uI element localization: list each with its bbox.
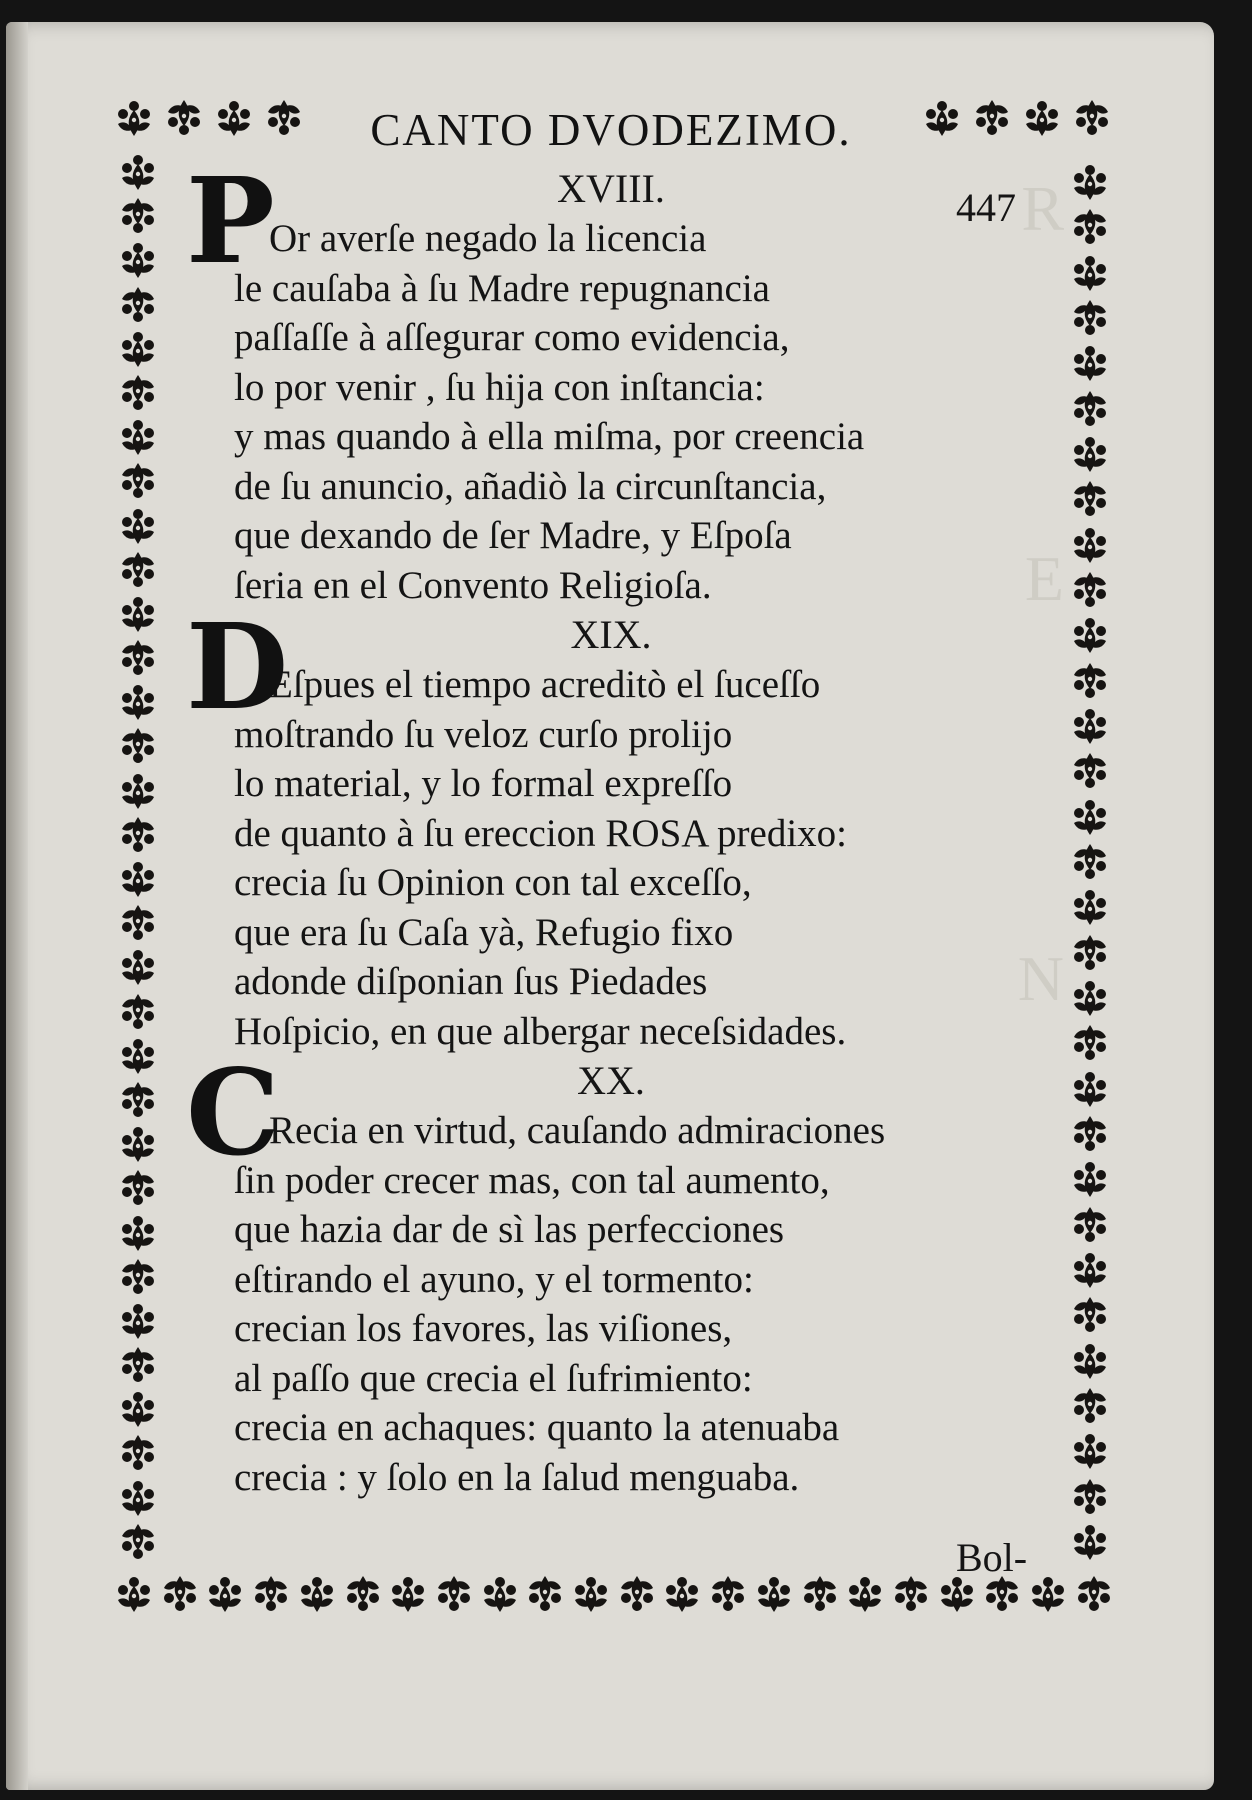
stanza [186,151,1036,610]
fleuron-icon [118,1478,158,1518]
verse-line: adonde diſponian ſus Piedades [234,960,708,1003]
fleuron-icon [118,240,158,280]
fleuron-icon [118,152,158,192]
fleuron-icon [118,815,158,855]
fleuron-icon [1070,253,1110,293]
fleuron-icon [525,1574,565,1614]
fleuron-icon [1070,389,1110,429]
fleuron-icon [1028,1574,1068,1614]
verse-line: que dexando de ſer Madre, y Eſpoſa [234,514,792,557]
book-page [6,22,1214,1790]
show-through-text: R [1021,173,1064,244]
fleuron-icon [1070,343,1110,383]
fleuron-icon [118,638,158,678]
fleuron-icon [1070,434,1110,474]
fleuron-icon [118,903,158,943]
drop-cap: P [186,151,275,290]
fleuron-icon [297,1574,337,1614]
fleuron-icon [1070,797,1110,837]
verse-line: al paſſo que crecia el ſufrimiento: [234,1356,753,1400]
fleuron-icon [343,1574,383,1614]
fleuron-icon [114,98,154,138]
verse-line: Eſpues el tiempo acreditò el ſuceſſo [269,663,821,706]
fleuron-icon [118,1036,158,1076]
fleuron-icon [1070,1205,1110,1245]
fleuron-icon [708,1574,748,1614]
fleuron-icon [845,1574,885,1614]
verse-line: crecia en achaques: quanto la atenuaba [234,1406,840,1449]
fleuron-icon [118,373,158,413]
fleuron-icon [434,1574,474,1614]
stanza-number: XIX. [570,612,652,657]
verse-line: crecian los favores, las viſiones, [234,1307,733,1350]
fleuron-icon [1070,1114,1110,1154]
ornament-border-left [114,152,162,1562]
verse-line: ſin poder crecer mas, con tal aumento, [234,1158,830,1202]
fleuron-icon [118,1168,158,1208]
text-block [186,104,1036,1502]
fleuron-icon [118,506,158,546]
fleuron-icon [1070,207,1110,247]
fleuron-icon [1070,933,1110,973]
fleuron-icon [160,1574,200,1614]
fleuron-icon [1070,570,1110,610]
page-number: 447 [956,185,1016,230]
drop-cap: D [186,597,289,736]
fleuron-icon [1070,1341,1110,1381]
verse-line: lo material, y lo formal expreſſo [234,762,733,805]
fleuron-icon [114,1574,154,1614]
verse-line: Hoſpicio, en que albergar neceſsidades. [234,1009,847,1053]
fleuron-icon [118,992,158,1032]
fleuron-icon [118,461,158,501]
verse-line: moſtrando ſu veloz curſo prolijo [234,712,733,756]
fleuron-icon [118,771,158,811]
stanza [186,1043,1036,1502]
fleuron-icon [118,1522,158,1562]
fleuron-icon [118,1257,158,1297]
verse-line: crecia : y ſolo en la ſalud menguaba. [234,1455,800,1499]
ornament-border-right [1066,162,1114,1562]
fleuron-icon [118,285,158,325]
stanza-number: XVIII. [557,166,665,211]
verse-line: que era ſu Caſa yà, Refugio fixo [234,910,734,954]
stanza-list [186,151,1036,1502]
fleuron-icon [118,329,158,369]
fleuron-icon [118,550,158,590]
drop-cap: C [186,1043,280,1182]
fleuron-icon [118,947,158,987]
fleuron-icon [1070,1159,1110,1199]
fleuron-icon [891,1574,931,1614]
fleuron-icon [1070,298,1110,338]
stanza [186,597,1036,1056]
fleuron-icon [1070,162,1110,202]
fleuron-icon [1070,1386,1110,1426]
fleuron-icon [118,594,158,634]
fleuron-icon [118,1389,158,1429]
fleuron-icon [571,1574,611,1614]
fleuron-icon [1070,706,1110,746]
fleuron-icon [1070,1431,1110,1471]
fleuron-icon [205,1574,245,1614]
fleuron-icon [1070,842,1110,882]
fleuron-icon [118,417,158,457]
fleuron-icon [251,1574,291,1614]
fleuron-icon [480,1574,520,1614]
fleuron-icon [1070,661,1110,701]
fleuron-icon [118,1345,158,1385]
fleuron-icon [1070,1295,1110,1335]
fleuron-icon [118,1433,158,1473]
fleuron-icon [800,1574,840,1614]
fleuron-icon [1070,1023,1110,1063]
fleuron-icon [1070,751,1110,791]
fleuron-icon [1070,1250,1110,1290]
fleuron-icon [1070,1069,1110,1109]
fleuron-icon [1070,887,1110,927]
fleuron-icon [118,1124,158,1164]
fleuron-icon [118,1080,158,1120]
verse-line: lo por venir , ſu hija con inſtancia: [234,365,765,409]
fleuron-icon [1070,525,1110,565]
fleuron-icon [118,196,158,236]
fleuron-icon [1070,615,1110,655]
fleuron-icon [617,1574,657,1614]
catchword: Bol- [956,1535,1028,1580]
verse-line: Or averſe negado la licencia [269,217,707,260]
verse-line: de ſu anuncio, añadiò la circunſtancia, [234,464,827,508]
fleuron-icon [1072,98,1112,138]
fleuron-icon [1070,1522,1110,1562]
fleuron-icon [662,1574,702,1614]
verse-line: paſſaſſe à aſſegurar como evidencia, [234,316,790,359]
stanza-number: XX. [577,1058,645,1103]
fleuron-icon [388,1574,428,1614]
running-header: CANTO DVODEZIMO. [370,105,852,155]
verse-line: y mas quando à ella miſma, por creencia [234,415,865,458]
fleuron-icon [1070,1477,1110,1517]
show-through-text: N [1017,943,1064,1014]
verse-line: ſeria en el Convento Religioſa. [234,563,712,607]
verse-line: crecia ſu Opinion con tal exceſſo, [234,861,752,904]
fleuron-icon [754,1574,794,1614]
fleuron-icon [1070,978,1110,1018]
verse-line: Recia en virtud, cauſando admiraciones [269,1109,886,1152]
fleuron-icon [118,726,158,766]
fleuron-icon [1070,479,1110,519]
verse-line: eſtirando el ayuno, y el tormento: [234,1257,754,1301]
verse-line: le cauſaba à ſu Madre repugnancia [234,266,770,310]
fleuron-icon [118,859,158,899]
fleuron-icon [118,1301,158,1341]
fleuron-icon [118,1213,158,1253]
fleuron-icon [1074,1574,1114,1614]
verse-line: que hazia dar de sì las perfecciones [234,1208,785,1251]
fleuron-icon [118,682,158,722]
show-through-text: E [1024,543,1064,614]
verse-line: de quanto à ſu ereccion ROSA predixo: [234,811,848,855]
